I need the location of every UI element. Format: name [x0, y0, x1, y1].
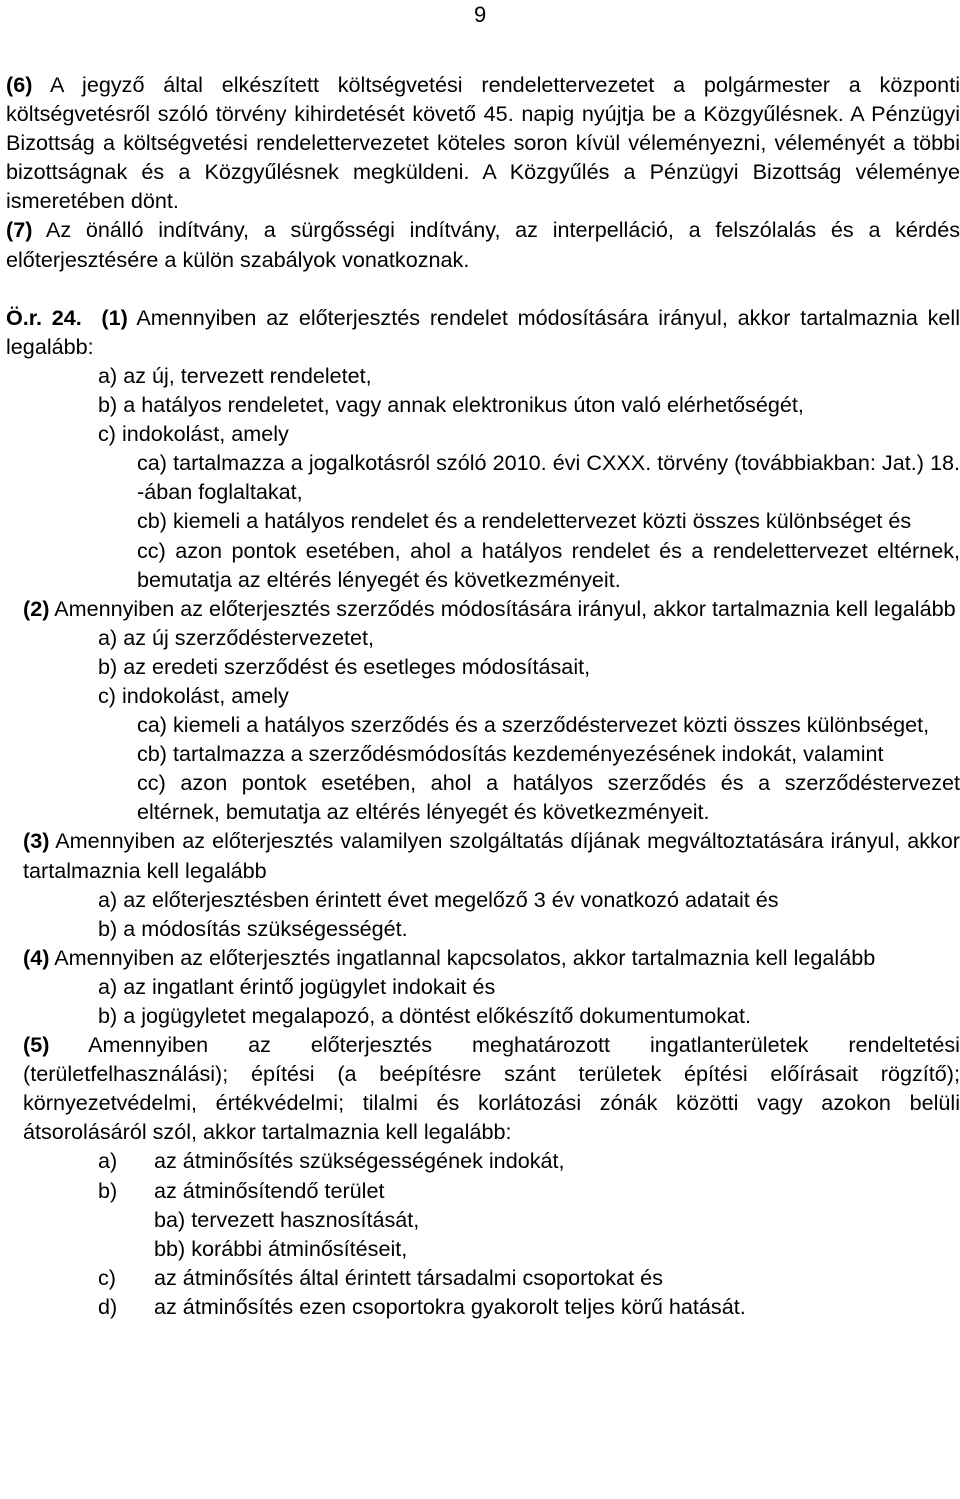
spacer — [6, 274, 960, 303]
paragraph-label: (7) — [6, 217, 33, 243]
paragraph-label: (5) — [23, 1032, 50, 1058]
list-item: b) az eredeti szerződést és esetleges módosításait, — [98, 653, 591, 679]
list-item-label: b) — [98, 1177, 118, 1203]
sub-list-item: ca) tartalmazza a jogalkotásról szóló 2010. évi CXXX. törvény (továbbiakban: Jat.) 18. -ában foglaltakat, — [137, 450, 960, 505]
list-item-text: az átminősítés ezen csoportokra gyakorolt teljes körű hatását. — [154, 1293, 746, 1319]
sub-list-item: cc) azon pontok esetében, ahol a hatályos rendelet és a rendelettervezet eltérnek, bemutatja az eltérés lényegét és következményeit. — [137, 537, 960, 592]
paragraph-label: (1) — [101, 304, 128, 330]
paragraph-2 — [6, 594, 960, 623]
list-item — [6, 1292, 960, 1321]
paragraph-7 — [6, 215, 960, 273]
paragraph-6 — [6, 70, 960, 215]
paragraph-label: (6) — [6, 72, 33, 97]
paragraph-label: (2) — [23, 595, 50, 621]
list-item: c) indokolást, amely — [98, 682, 289, 708]
list-item-text: az átminősítendő terület — [154, 1177, 385, 1203]
list-item-label: d) — [98, 1293, 118, 1319]
list-item-text: az átminősítés szükségességének indokát, — [154, 1148, 565, 1174]
paragraph-5 — [6, 1030, 960, 1146]
paragraph-text: Amennyiben az előterjesztés szerződés módosítására irányul, akkor tartalmaznia kell legalább — [49, 595, 956, 621]
document-body — [6, 70, 960, 1321]
list-item: a) az előterjesztésben érintett évet megelőző 3 év vonatkozó adatait és — [98, 886, 779, 912]
sub-list-item: cb) kiemeli a hatályos rendelet és a rendelettervezet közti összes különbséget és — [137, 508, 912, 534]
sub-list-item: bb) korábbi átminősítéseit, — [154, 1235, 408, 1261]
section-24-paragraph-1 — [6, 303, 960, 361]
paragraph-text: A jegyző által elkészített költségvetési rendelettervezetet a polgármester a központi költségvetésről szóló törvény kihirdetését követő 45. napig nyújtja be a Közgyűlésnek. A Pénzügyi Bizottság a költségvetési rendelettervezetet köteles soron kívül véleményezni, véleményét a többi bizottságnak és a Közgyűlésnek megküldeni. A Közgyűlés a Pénzügyi Bizottság véleménye ismeretében dönt. — [6, 72, 960, 214]
list-item: b) a módosítás szükségességét. — [98, 915, 408, 941]
section-heading: Ö.r. 24. — [6, 304, 82, 330]
paragraph-label: (3) — [23, 828, 50, 854]
paragraph-4 — [6, 943, 960, 972]
paragraph-3 — [6, 826, 960, 884]
list-item — [6, 1176, 960, 1205]
list-item: b) a jogügyletet megalapozó, a döntést előkészítő dokumentumokat. — [98, 1003, 752, 1028]
list-item-text: az átminősítés által érintett társadalmi csoportokat és — [154, 1264, 663, 1290]
list-item: a) az új, tervezett rendeletet, — [98, 362, 372, 388]
paragraph-text: Amennyiben az előterjesztés ingatlannal kapcsolatos, akkor tartalmaznia kell legalább — [49, 944, 876, 970]
list-item: c) indokolást, amely — [98, 421, 289, 447]
list-item — [6, 1263, 960, 1292]
page-number: 9 — [474, 2, 487, 27]
paragraph-text: Amennyiben az előterjesztés rendelet módosítására irányul, akkor tartalmaznia kell legalább: — [6, 304, 960, 359]
list-item — [6, 1146, 960, 1175]
sub-list-item: cc) azon pontok esetében, ahol a hatályos szerződés és a szerződéstervezet eltérnek, bemutatja az eltérés lényegét és következményeit. — [137, 770, 960, 825]
paragraph-label: (4) — [23, 944, 50, 970]
sub-list-item: cb) tartalmazza a szerződésmódosítás kezdeményezésének indokát, valamint — [137, 741, 884, 767]
paragraph-text: Amennyiben az előterjesztés valamilyen szolgáltatás díjának megváltoztatására irányul, akkor tartalmaznia kell legalább — [23, 828, 960, 883]
list-item: b) a hatályos rendeletet, vagy annak elektronikus úton való elérhetőségét, — [98, 392, 804, 418]
paragraph-text: Az önálló indítvány, a sürgősségi indítvány, az interpelláció, a felszólalás és a kérdés előterjesztésére a külön szabályok vonatkoznak. — [6, 217, 960, 272]
list-item: a) az új szerződéstervezetet, — [98, 624, 375, 650]
list-item-label: a) — [98, 1148, 118, 1174]
paragraph-text: Amennyiben az előterjesztés meghatározott ingatlanterületek rendeltetési (területfelhasználási); építési (a beépítésre szánt területek építési előírásait rögzítő); környezetvédelmi, értékvédelmi; tilalmi és korlátozási zónák közötti vagy azokon belüli átsorolásáról szól, akkor tartalmaznia kell legalább: — [23, 1032, 960, 1145]
list-item: a) az ingatlant érintő jogügylet indokait és — [98, 973, 496, 999]
list-item-label: c) — [98, 1264, 116, 1290]
sub-list-item: ca) kiemeli a hatályos szerződés és a szerződéstervezet közti összes különbséget, — [137, 712, 930, 738]
sub-list-item: ba) tervezett hasznosítását, — [154, 1206, 420, 1232]
